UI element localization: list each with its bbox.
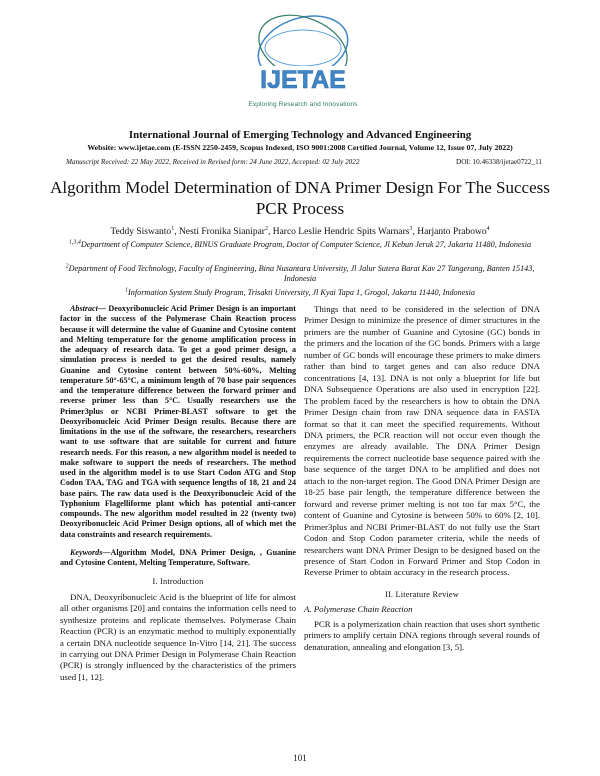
author-sup: 3 [409,225,413,232]
author-list: Teddy Siswanto$^1$, Nesti Fronika Sianipar$^2$, Harco Leslie Hendric Spits Warnars$^3$, Harjanto Prabowo$^4$ [110,225,490,237]
affiliation [60,288,540,298]
affiliation-sup: 1 [125,287,129,294]
section-heading-literature-review: II. Literature Review [385,589,459,599]
logo-text: IJETAE [260,66,346,94]
body-paragraph: Things that need to be considered in the selection of DNA Primer Design to minimize the presence of dimer structures in the primers are the number of Guanine and Cytosine (GC) bonds in the primers and the location of the GC bonds. Primers with a large number of GC bonds will encourage these primers to make dimers rather than bind to target genes and can also reduce DNA concentrations [4, 13]. DNA is not only a blueprint for life but DNA Subsequence Operations are also used in encryption [22]. The problem faced by the researchers is how to obtain the DNA Primer Design chain from raw DNA sequence data in FASTA format so that it can meet the specified requirements. Without DNA primers, the PCR reaction will not occur even though the enzymes are already available. The DNA Primer Design requirements the correct nucleotide base sequence paired with the base sequence of the target DNA to be amplified and does not attach to the non-target region. The Good DNA Primer Design are 18-25 base pair length, the temperature difference between the forward and reverse primer melting is not too far max 5°C, the content of Guanine and Cytosine is between 50% to 60% [2, 10]. Primer3plus and NCBI Primer-BLAST do not fully use the Start Codon and Stop Codon parameter criteria, while the needs of researchers want DNA Primer Design to be designed based on the presence of Start Codon in Forward Primer and Stop Codon in Reverse Primer to obtain accuracy in the research process. [304,304,540,578]
journal-name: International Journal of Emerging Technology and Advanced Engineering [128,129,472,141]
left-column [60,304,296,683]
keywords-label: Keywords— [70,547,111,557]
right-column [304,304,540,653]
author-name: Harco Leslie Hendric Spits Warnars [272,227,410,237]
journal-logo [228,8,378,126]
affiliation-text: Department of Computer Science, BINUS Graduate Program, Doctor of Computer Science, Jl Kebun Jeruk 27, Jakarta 11480, Indonesia [80,240,532,249]
subsection-heading-pcr: A. Polymerase Chain Reaction [304,604,413,615]
affiliation-sup: 1,3,4 [68,239,81,246]
author-sup: 4 [486,225,490,232]
abstract-label: Abstract— [70,304,106,313]
keywords [60,548,296,569]
logo-tagline: Exploring Research and Innovations [248,101,358,108]
introduction-paragraph: DNA, Deoxyribonucleic Acid is the blueprint of life for almost all other organisms [20] and contains the information cells need to synthesize proteins and replicate themselves. Polymerase Chain Reaction (PCR) is an enzymatic method to multiply exponentially a certain DNA nucleotide sequence In-Vitro [14, 21]. The success in carrying out DNA Primer Design in Polymerase Chain Reaction (PCR) is strongly influenced by the characteristics of the primers used [1, 12]. [60,591,296,682]
affiliation-text: Department of Food Technology, Faculty of Engineering, Bina Nusantara University, Jl Jalur Sutera Barat Kav 27 Tangerang, Banten 15143, Indonesia [68,264,535,284]
author-name: Teddy Siswanto [110,227,172,237]
section-heading-introduction: I. Introduction [152,577,204,587]
author-name: Nesti Fronika Sianipar [178,227,265,237]
affiliation-text: Information System Study Program, Trisakti University, Jl Kyai Tapa 1, Grogol, Jakarta 11440, Indonesia [128,288,475,297]
affiliation [60,240,540,250]
abstract [60,304,296,540]
keywords-text: Algorithm Model, DNA Primer Design, , Guanine and Cytosine Content, Melting Temperature, Software. [60,547,296,567]
doi: DOI: 10.46338/ijetae0722_11 [456,158,542,166]
pcr-paragraph: PCR is a polymerization chain reaction that uses short synthetic primers to amplify certain DNA regions through several rounds of denaturation, annealing and elongation [3, 5]. [304,618,540,652]
affiliation-sup: 2 [65,263,69,270]
abstract-text: Deoxyribonucleic Acid Primer Design is an important factor in the success of the Polymerase Chain Reaction process because it will determine the value of Guanine and Cytosine content and Melting temperature for the genome amplification process in the adequacy of research data. To get a good primer design, a simulation process is needed to get the desired results, namely Guanine and Cytosine content between 50%-60%, Melting temperature 50°-65°C, a minimum length of 70 base pair sequences and the temperature difference between the forward primer and reverse primer less than 5°C. Usually researchers use the Primer3plus or NCBI Primer-BLAST software to get the Deoxyribonucleic Acid Primer Design results. Because there are limitations in the use of the software, the researchers, researchers want to use software that are suitable for current and future research needs. For this reason, a new algorithm model is needed to make software to support the needs of researchers. The method used in the algorithm model is to use Start Codon ATG and Stop Codon TAA, TAG and TGA with sequence lengths of 18, 21 and 24 base pairs. The raw data used is the Deoxyribonucleic Acid of the Typhonium Flagelliforme plant which has potential anti-cancer compounds. The new algorithm model resulted in 22 (twenty two) Deoxyribonucleic Acid Primer Design options, all of which met the data constraints and research requirements. [60,304,296,539]
manuscript-dates: Manuscript Received: 22 May 2022, Received in Revised form: 24 June 2022, Accepted: 02 July 2022 [66,158,360,166]
page-number: 101 [293,753,307,763]
author-name: Harjanto Prabowo [417,227,487,237]
author-sup: 1 [171,225,175,232]
paper-title: Algorithm Model Determination of DNA Primer Design For The Success PCR Process [50,178,550,218]
journal-website-line: Website: www.ijetae.com (E-ISSN 2250-2459, Scopus Indexed, ISO 9001:2008 Certified Journal, Volume 12, Issue 07, July 2022) [87,143,513,152]
ijetae-logo-icon [243,8,363,100]
author-sup: 2 [264,225,268,232]
affiliation [60,264,540,285]
